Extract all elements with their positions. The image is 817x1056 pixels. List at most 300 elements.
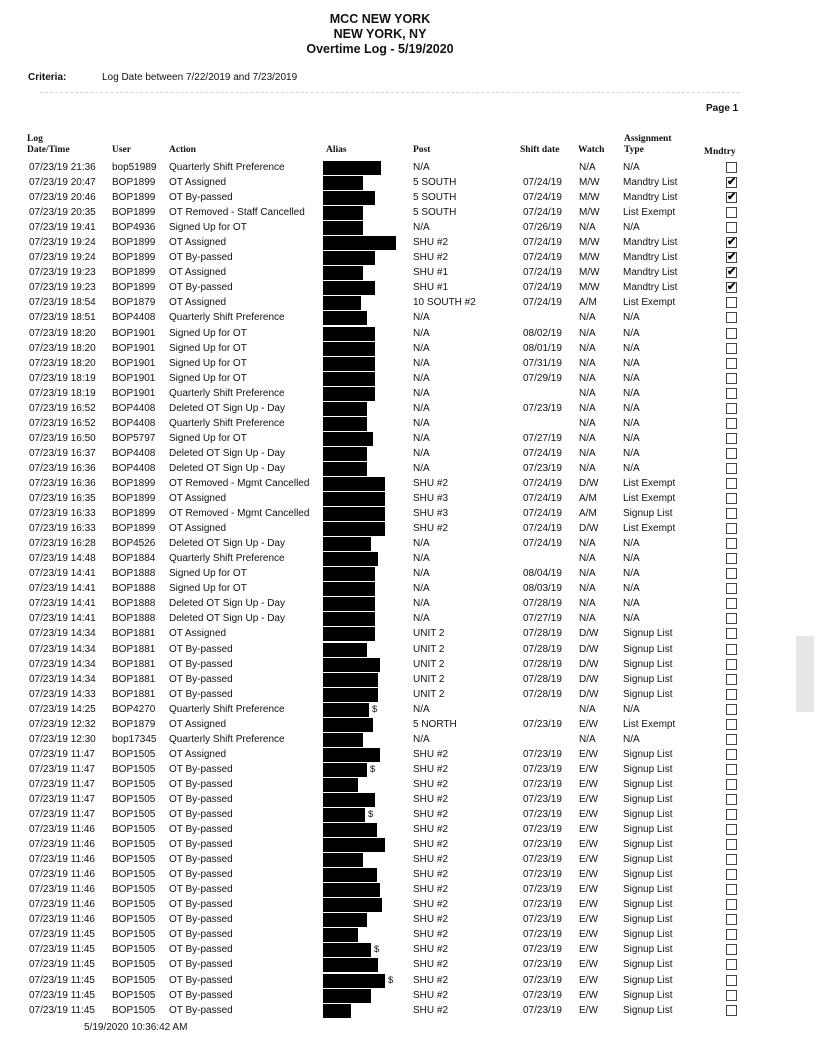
cell-watch: N/A [579, 598, 596, 610]
mandatory-checkbox[interactable] [726, 959, 737, 970]
cell-post: N/A [413, 432, 430, 444]
mandatory-checkbox[interactable] [726, 478, 737, 489]
cell-watch: N/A [579, 613, 596, 625]
cell-user: BOP4408 [112, 402, 156, 414]
cell-user: BOP1901 [112, 342, 156, 354]
mandatory-checkbox[interactable] [726, 990, 737, 1001]
cell-watch: N/A [579, 462, 596, 474]
mandatory-checkbox[interactable] [726, 433, 737, 444]
mandatory-checkbox[interactable] [726, 538, 737, 549]
cell-user: BOP1881 [112, 628, 156, 640]
cell-user: BOP1505 [112, 793, 156, 805]
cell-assignment-type: Signup List [623, 884, 673, 896]
table-row [0, 220, 817, 235]
cell-action: OT By-passed [169, 824, 233, 836]
mandatory-checkbox[interactable] [726, 779, 737, 790]
mandatory-checkbox[interactable] [726, 493, 737, 504]
cell-post: SHU #2 [413, 778, 449, 790]
cell-watch: D/W [579, 523, 599, 535]
dollar-marker: $ [374, 944, 380, 956]
criteria-text: Log Date between 7/22/2019 and 7/23/2019 [102, 72, 298, 83]
cell-shift-date: 07/28/19 [523, 598, 562, 610]
cell-user: BOP1505 [112, 989, 156, 1001]
cell-action: OT By-passed [169, 778, 233, 790]
cell-post: SHU #1 [413, 282, 449, 294]
table-row [0, 882, 817, 897]
table-row [0, 160, 817, 175]
cell-post: N/A [413, 162, 430, 173]
alias-redaction [323, 718, 373, 732]
cell-action: Signed Up for OT [169, 583, 247, 595]
cell-watch: M/W [579, 207, 600, 219]
table-row [0, 672, 817, 687]
table-row [0, 250, 817, 265]
cell-date-time: 07/23/19 14:34 [29, 673, 96, 685]
cell-watch: D/W [579, 477, 599, 489]
cell-action: Deleted OT Sign Up - Day [169, 462, 285, 474]
cell-action: Signed Up for OT [169, 568, 247, 580]
mandatory-checkbox[interactable] [726, 403, 737, 414]
table-row [0, 581, 817, 596]
mandatory-checkbox[interactable] [726, 674, 737, 685]
mandatory-checkbox[interactable] [726, 358, 737, 369]
table-row [0, 792, 817, 807]
mandatory-checkbox[interactable] [726, 523, 737, 534]
cell-post: SHU #3 [413, 493, 449, 505]
cell-shift-date: 08/01/19 [523, 342, 562, 354]
cell-action: Quarterly Shift Preference [169, 387, 285, 399]
cell-watch: N/A [579, 312, 596, 324]
cell-shift-date: 07/28/19 [523, 628, 562, 640]
cell-watch: M/W [579, 177, 600, 189]
cell-action: Signed Up for OT [169, 327, 247, 339]
mandatory-checkbox[interactable] [726, 297, 737, 308]
cell-shift-date: 07/27/19 [523, 432, 562, 444]
cell-user: BOP1505 [112, 884, 156, 896]
alias-redaction [323, 176, 363, 190]
mandatory-checkbox[interactable] [726, 869, 737, 880]
cell-post: SHU #2 [413, 793, 449, 805]
table-row [0, 521, 817, 536]
cell-assignment-type: List Exempt [623, 718, 676, 730]
cell-action: OT Removed - Mgmt Cancelled [169, 477, 310, 489]
cell-shift-date: 07/23/19 [523, 899, 562, 911]
cell-user: BOP1881 [112, 658, 156, 670]
cell-watch: E/W [579, 748, 598, 760]
cell-user: BOP1899 [112, 267, 156, 279]
table-row [0, 807, 817, 822]
cell-shift-date: 07/28/19 [523, 643, 562, 655]
alias-redaction [323, 462, 367, 476]
cell-assignment-type: N/A [623, 583, 640, 595]
cell-post: N/A [413, 312, 430, 324]
cell-assignment-type: Mandtry List [623, 177, 678, 189]
cell-date-time: 07/23/19 18:51 [29, 312, 96, 324]
cell-action: Quarterly Shift Preference [169, 703, 285, 715]
alias-redaction [323, 492, 385, 506]
cell-post: SHU #2 [413, 839, 449, 851]
divider [40, 92, 740, 93]
cell-action: OT Assigned [169, 297, 227, 309]
alias-redaction [323, 958, 378, 972]
cell-action: Quarterly Shift Preference [169, 553, 285, 565]
mandatory-checkbox[interactable] [726, 899, 737, 910]
table-row [0, 341, 817, 356]
cell-date-time: 07/23/19 16:33 [29, 508, 96, 520]
table-row [0, 687, 817, 702]
cell-assignment-type: List Exempt [623, 493, 676, 505]
cell-shift-date: 07/23/19 [523, 793, 562, 805]
cell-user: BOP1899 [112, 508, 156, 520]
cell-user: BOP1899 [112, 207, 156, 219]
mandatory-checkbox[interactable] [726, 824, 737, 835]
mandatory-checkbox[interactable] [726, 689, 737, 700]
mandatory-checkbox[interactable] [726, 418, 737, 429]
mandatory-checkbox[interactable] [726, 463, 737, 474]
cell-date-time: 07/23/19 11:46 [29, 824, 95, 836]
alias-redaction [323, 853, 363, 867]
cell-post: N/A [413, 342, 430, 354]
mandatory-checkbox[interactable] [726, 975, 737, 986]
cell-assignment-type: List Exempt [623, 477, 676, 489]
cell-date-time: 07/23/19 16:52 [29, 417, 96, 429]
mandatory-checkbox[interactable] [726, 734, 737, 745]
table-row [0, 988, 817, 1003]
mandatory-checkbox[interactable] [726, 267, 737, 278]
cell-action: OT By-passed [169, 282, 233, 294]
cell-action: OT By-passed [169, 688, 233, 700]
cell-user: BOP1505 [112, 839, 156, 851]
alias-redaction [323, 402, 367, 416]
cell-watch: E/W [579, 869, 598, 881]
cell-shift-date: 07/27/19 [523, 613, 562, 625]
mandatory-checkbox[interactable] [726, 929, 737, 940]
cell-watch: N/A [579, 357, 596, 369]
cell-watch: E/W [579, 1004, 598, 1016]
cell-post: N/A [413, 568, 430, 580]
cell-date-time: 07/23/19 19:23 [29, 267, 96, 279]
cell-assignment-type: Signup List [623, 508, 673, 520]
cell-action: OT By-passed [169, 854, 233, 866]
alias-redaction [323, 597, 375, 611]
cell-assignment-type: List Exempt [623, 207, 676, 219]
cell-assignment-type: N/A [623, 327, 640, 339]
cell-shift-date: 07/23/19 [523, 763, 562, 775]
mandatory-checkbox[interactable] [726, 282, 737, 293]
mandatory-checkbox[interactable] [726, 162, 737, 173]
mandatory-checkbox[interactable] [726, 237, 737, 248]
cell-date-time: 07/23/19 11:46 [29, 869, 95, 881]
cell-user: BOP1505 [112, 824, 156, 836]
cell-shift-date: 07/23/19 [523, 884, 562, 896]
cell-post: UNIT 2 [413, 688, 445, 700]
report-header [0, 12, 760, 57]
alias-redaction [323, 643, 367, 657]
page-number: Page 1 [706, 103, 739, 114]
cell-date-time: 07/23/19 11:45 [29, 1004, 95, 1016]
cell-action: OT By-passed [169, 899, 233, 911]
mandatory-checkbox[interactable] [726, 388, 737, 399]
mandatory-checkbox[interactable] [726, 884, 737, 895]
cell-watch: A/M [579, 493, 597, 505]
mandatory-checkbox[interactable] [726, 628, 737, 639]
mandatory-checkbox[interactable] [726, 448, 737, 459]
cell-user: BOP4270 [112, 703, 156, 715]
alias-redaction [323, 522, 385, 536]
cell-post: N/A [413, 553, 430, 565]
cell-assignment-type: N/A [623, 553, 640, 565]
cell-date-time: 07/23/19 11:45 [29, 929, 95, 941]
cell-assignment-type: Mandtry List [623, 192, 678, 204]
cell-assignment-type: Mandtry List [623, 267, 678, 279]
mandatory-checkbox[interactable] [726, 207, 737, 218]
alias-redaction [323, 417, 367, 431]
cell-post: SHU #2 [413, 748, 449, 760]
cell-shift-date: 07/24/19 [523, 538, 562, 550]
cell-shift-date: 08/04/19 [523, 568, 562, 580]
cell-assignment-type: Signup List [623, 643, 673, 655]
cell-watch: M/W [579, 252, 600, 264]
mandatory-checkbox[interactable] [726, 854, 737, 865]
cell-assignment-type: Signup List [623, 974, 673, 986]
dollar-marker: $ [372, 703, 378, 715]
mandatory-checkbox[interactable] [726, 328, 737, 339]
mandatory-checkbox[interactable] [726, 583, 737, 594]
cell-date-time: 07/23/19 11:47 [29, 778, 95, 790]
mandatory-checkbox[interactable] [726, 252, 737, 263]
cell-shift-date: 07/24/19 [523, 508, 562, 520]
mandatory-checkbox[interactable] [726, 719, 737, 730]
cell-action: OT By-passed [169, 884, 233, 896]
table-row [0, 596, 817, 611]
mandatory-checkbox[interactable] [726, 1005, 737, 1016]
table-row [0, 973, 817, 988]
report-title: Overtime Log - 5/19/2020 [306, 42, 454, 56]
cell-assignment-type: N/A [623, 568, 640, 580]
cell-action: OT Assigned [169, 237, 227, 249]
cell-action: OT Assigned [169, 523, 227, 535]
cell-assignment-type: Signup List [623, 914, 673, 926]
cell-user: BOP1901 [112, 387, 156, 399]
mandatory-checkbox[interactable] [726, 598, 737, 609]
cell-post: SHU #2 [413, 884, 449, 896]
cell-post: N/A [413, 538, 430, 550]
cell-date-time: 07/23/19 11:46 [29, 854, 95, 866]
alias-redaction [323, 808, 365, 822]
cell-user: BOP1899 [112, 252, 156, 264]
dollar-marker: $ [388, 974, 394, 986]
cell-date-time: 07/23/19 14:41 [29, 598, 96, 610]
cell-action: OT Assigned [169, 177, 227, 189]
cell-user: BOP1884 [112, 553, 156, 565]
cell-assignment-type: N/A [623, 538, 640, 550]
mandatory-checkbox[interactable] [726, 343, 737, 354]
table-row [0, 175, 817, 190]
cell-post: N/A [413, 462, 430, 474]
cell-assignment-type: Signup List [623, 688, 673, 700]
cell-action: OT By-passed [169, 974, 233, 986]
table-row [0, 416, 817, 431]
cell-action: OT Assigned [169, 628, 227, 640]
col-header-assignment-line2: Type [624, 145, 644, 155]
cell-user: BOP1888 [112, 613, 156, 625]
table-row [0, 491, 817, 506]
cell-assignment-type: N/A [623, 703, 640, 715]
cell-user: BOP4408 [112, 462, 156, 474]
alias-redaction [323, 447, 367, 461]
mandatory-checkbox[interactable] [726, 312, 737, 323]
cell-date-time: 07/23/19 18:54 [29, 297, 96, 309]
cell-assignment-type: N/A [623, 402, 640, 414]
cell-shift-date: 07/31/19 [523, 357, 562, 369]
cell-user: BOP1505 [112, 914, 156, 926]
cell-shift-date: 07/23/19 [523, 914, 562, 926]
cell-post: N/A [413, 447, 430, 459]
alias-redaction [323, 221, 363, 235]
cell-assignment-type: Signup List [623, 929, 673, 941]
cell-date-time: 07/23/19 11:47 [29, 763, 95, 775]
mandatory-checkbox[interactable] [726, 177, 737, 188]
mandatory-checkbox[interactable] [726, 508, 737, 519]
cell-shift-date: 07/23/19 [523, 944, 562, 956]
cell-shift-date: 07/29/19 [523, 372, 562, 384]
cell-date-time: 07/23/19 14:48 [29, 553, 96, 565]
cell-assignment-type: Signup List [623, 673, 673, 685]
cell-date-time: 07/23/19 18:20 [29, 342, 96, 354]
cell-date-time: 07/23/19 18:19 [29, 387, 96, 399]
mandatory-checkbox[interactable] [726, 192, 737, 203]
cell-user: BOP1888 [112, 598, 156, 610]
cell-watch: D/W [579, 688, 599, 700]
cell-shift-date: 07/23/19 [523, 402, 562, 414]
cell-shift-date: 07/24/19 [523, 177, 562, 189]
cell-action: OT Assigned [169, 718, 227, 730]
cell-user: BOP1901 [112, 327, 156, 339]
cell-post: N/A [413, 327, 430, 339]
cell-date-time: 07/23/19 11:45 [29, 944, 95, 956]
cell-post: N/A [413, 613, 430, 625]
alias-redaction [323, 627, 375, 641]
cell-date-time: 07/23/19 12:32 [29, 718, 96, 730]
cell-assignment-type: Mandtry List [623, 282, 678, 294]
cell-post: SHU #2 [413, 1004, 449, 1016]
cell-post: N/A [413, 583, 430, 595]
cell-post: SHU #2 [413, 929, 449, 941]
cell-user: BOP1901 [112, 372, 156, 384]
mandatory-checkbox[interactable] [726, 222, 737, 233]
alias-redaction [323, 236, 396, 250]
table-row [0, 566, 817, 581]
mandatory-checkbox[interactable] [726, 613, 737, 624]
mandatory-checkbox[interactable] [726, 553, 737, 564]
cell-watch: N/A [579, 447, 596, 459]
mandatory-checkbox[interactable] [726, 794, 737, 805]
cell-date-time: 07/23/19 16:35 [29, 493, 96, 505]
table-row [0, 897, 817, 912]
mandatory-checkbox[interactable] [726, 764, 737, 775]
cell-shift-date: 07/23/19 [523, 839, 562, 851]
cell-post: SHU #2 [413, 914, 449, 926]
cell-date-time: 07/23/19 16:50 [29, 432, 96, 444]
table-row [0, 717, 817, 732]
cell-watch: E/W [579, 809, 598, 821]
cell-shift-date: 07/24/19 [523, 297, 562, 309]
mandatory-checkbox[interactable] [726, 644, 737, 655]
cell-assignment-type: N/A [623, 222, 640, 234]
cell-user: BOP1505 [112, 929, 156, 941]
cell-assignment-type: Signup List [623, 793, 673, 805]
mandatory-checkbox[interactable] [726, 809, 737, 820]
cell-user: BOP1899 [112, 177, 156, 189]
cell-post: UNIT 2 [413, 643, 445, 655]
cell-date-time: 07/23/19 14:33 [29, 688, 96, 700]
cell-watch: E/W [579, 763, 598, 775]
cell-watch: E/W [579, 929, 598, 941]
mandatory-checkbox[interactable] [726, 944, 737, 955]
cell-action: OT By-passed [169, 763, 233, 775]
cell-date-time: 07/23/19 14:34 [29, 628, 96, 640]
cell-post: SHU #2 [413, 523, 449, 535]
col-header-log [27, 134, 70, 156]
cell-user: BOP1879 [112, 297, 156, 309]
cell-action: OT Assigned [169, 493, 227, 505]
mandatory-checkbox[interactable] [726, 568, 737, 579]
cell-action: Signed Up for OT [169, 432, 247, 444]
cell-watch: E/W [579, 959, 598, 971]
cell-post: SHU #2 [413, 477, 449, 489]
cell-watch: N/A [579, 387, 596, 399]
cell-action: OT By-passed [169, 914, 233, 926]
table-row [0, 942, 817, 957]
cell-action: OT By-passed [169, 839, 233, 851]
alias-redaction [323, 703, 369, 717]
cell-assignment-type: Signup List [623, 869, 673, 881]
cell-post: SHU #2 [413, 854, 449, 866]
cell-watch: E/W [579, 778, 598, 790]
cell-assignment-type: N/A [623, 372, 640, 384]
cell-date-time: 07/23/19 14:34 [29, 658, 96, 670]
cell-watch: E/W [579, 899, 598, 911]
cell-user: BOP1505 [112, 899, 156, 911]
cell-date-time: 07/23/19 16:36 [29, 477, 96, 489]
table-row [0, 762, 817, 777]
table-row [0, 657, 817, 672]
mandatory-checkbox[interactable] [726, 704, 737, 715]
col-header-log-line1: Log [27, 134, 43, 144]
mandatory-checkbox[interactable] [726, 659, 737, 670]
mandatory-checkbox[interactable] [726, 839, 737, 850]
cell-assignment-type: N/A [623, 462, 640, 474]
cell-post: 5 NORTH [413, 718, 457, 730]
cell-assignment-type: Signup List [623, 959, 673, 971]
cell-watch: N/A [579, 342, 596, 354]
cell-assignment-type: Signup List [623, 1004, 673, 1016]
mandatory-checkbox[interactable] [726, 749, 737, 760]
cell-user: BOP1899 [112, 523, 156, 535]
cell-action: OT By-passed [169, 1004, 233, 1016]
col-header-watch: Watch [578, 145, 605, 155]
cell-action: OT By-passed [169, 944, 233, 956]
cell-date-time: 07/23/19 20:46 [29, 192, 96, 204]
cell-post: N/A [413, 402, 430, 414]
cell-post: N/A [413, 357, 430, 369]
cell-assignment-type: Signup List [623, 763, 673, 775]
mandatory-checkbox[interactable] [726, 373, 737, 384]
cell-assignment-type: N/A [623, 312, 640, 324]
cell-watch: N/A [579, 733, 596, 745]
mandatory-checkbox[interactable] [726, 914, 737, 925]
cell-watch: N/A [579, 402, 596, 414]
